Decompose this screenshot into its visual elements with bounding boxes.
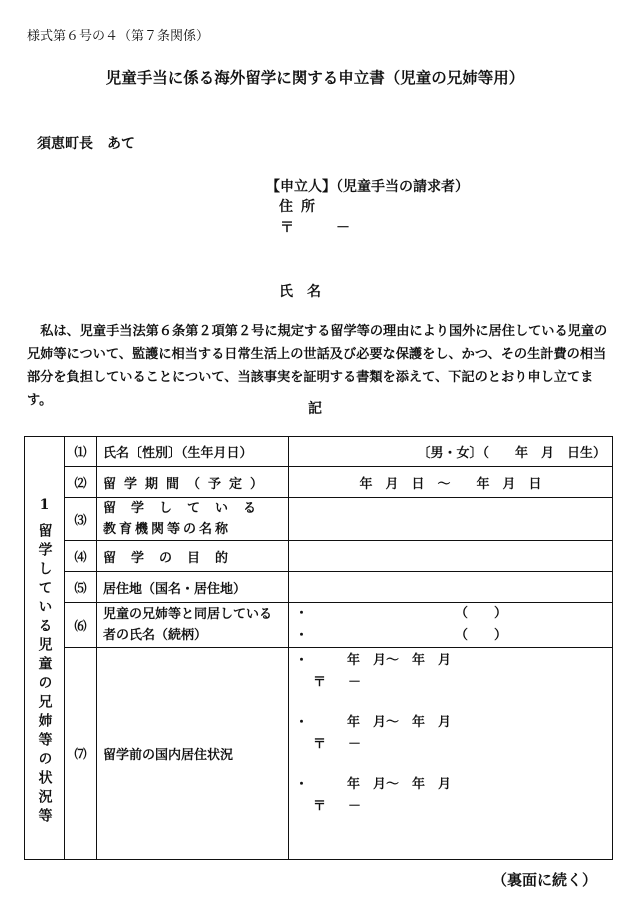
postal-dash: － [336,220,350,236]
gender-birth-template: 〔男・女〕（ 年 月 日生） [417,446,606,461]
period-template: 年 月～ 年 月 [347,715,452,730]
document-title: 児童手当に係る海外留学に関する申立書（児童の兄姉等用） [105,68,525,87]
relation-paren: （ ） [455,628,508,643]
cohabitant-entry [295,625,606,647]
row-number: ⑸ [65,572,97,603]
row-label [97,603,289,648]
residence-field[interactable] [289,572,613,603]
side-number: 1 [39,497,50,513]
declaration-paragraph: 私は、児童手当法第６条第２項第２号に規定する留学等の理由により国外に居住している児童の兄姉等について、監護に相当する日常生活上の世話及び必要な保護をし、かつ、その生計費の相当部分を負担していることについて、当該事実を証明する書類を添えて、下記のとおり申し立てます。 [27,324,608,408]
entry-bullet: ・ [295,606,309,621]
institution-name-field[interactable] [289,498,613,541]
table-row [25,572,613,603]
row-number: ⑵ [65,467,97,498]
study-period-field[interactable] [289,467,613,498]
row-label-line: 児童の兄姉等と同居している [103,607,273,622]
postal-dash: － [348,675,362,690]
side-label-cell [25,437,65,860]
study-period-template: 年 月 日 ～ 年 月 日 [359,476,542,492]
row-label: 留学前の国内居住状況 [97,648,289,860]
ki-heading: 記 [308,401,322,417]
table-row [25,437,613,467]
period-template: 年 月～ 年 月 [347,777,452,792]
cohabitant-entry [295,603,606,625]
row-label: 氏名〔性別〕（生年月日） [97,437,289,467]
applicant-header: 【申立人】（児童手当の請求者） [266,179,469,195]
row-label-line: 者の氏名（続柄） [103,628,208,643]
recipient: 須恵町長 あて [37,136,135,152]
table-row [25,498,613,541]
entry-bullet: ・ [295,715,309,730]
row-label-line: 教育機関等の名称 [103,522,232,537]
postal-mark: 〒 [313,799,327,814]
postal-mark: 〒 [313,675,327,690]
continued-note: （裏面に続く） [492,871,598,889]
cohabitant-field[interactable] [289,603,613,648]
postal-dash: － [348,799,362,814]
name-label: 氏名 [279,284,335,300]
name-gender-birth-field[interactable] [289,437,613,467]
prior-residence-entry [295,712,606,734]
study-purpose-field[interactable] [289,541,613,572]
entry-bullet: ・ [295,777,309,792]
prior-residence-entry [295,774,606,796]
period-template: 年 月～ 年 月 [347,653,452,668]
postal-mark: 〒 [313,737,327,752]
table-row [25,603,613,648]
postal-code-field[interactable] [280,217,350,237]
postal-mark: 〒 [280,220,294,236]
row-label [97,498,289,541]
row-number: ⑴ [65,437,97,467]
table-row [25,541,613,572]
address-label: 住所 [279,199,323,215]
row-label: 留学期間（予定） [97,467,289,498]
table-row [25,467,613,498]
prior-residence-entry [295,650,606,672]
prior-postal [295,796,606,818]
row-number: ⑹ [65,603,97,648]
entry-bullet: ・ [295,653,309,668]
row-number: ⑶ [65,498,97,541]
entry-bullet: ・ [295,628,309,643]
status-table [24,436,613,860]
row-label-line: 留学している [103,501,272,516]
row-number: ⑺ [65,648,97,860]
prior-residence-field[interactable] [289,648,613,860]
side-label: 留学している児童の兄姉等の状況等 [36,523,53,827]
prior-postal [295,672,606,694]
relation-paren: （ ） [455,606,508,621]
postal-dash: － [348,737,362,752]
row-number: ⑷ [65,541,97,572]
table-row [25,648,613,860]
form-number: 様式第６号の４（第７条関係） [27,29,210,44]
row-label: 居住地（国名・居住地） [97,572,289,603]
prior-postal [295,734,606,756]
row-label: 留学の目的 [97,541,289,572]
